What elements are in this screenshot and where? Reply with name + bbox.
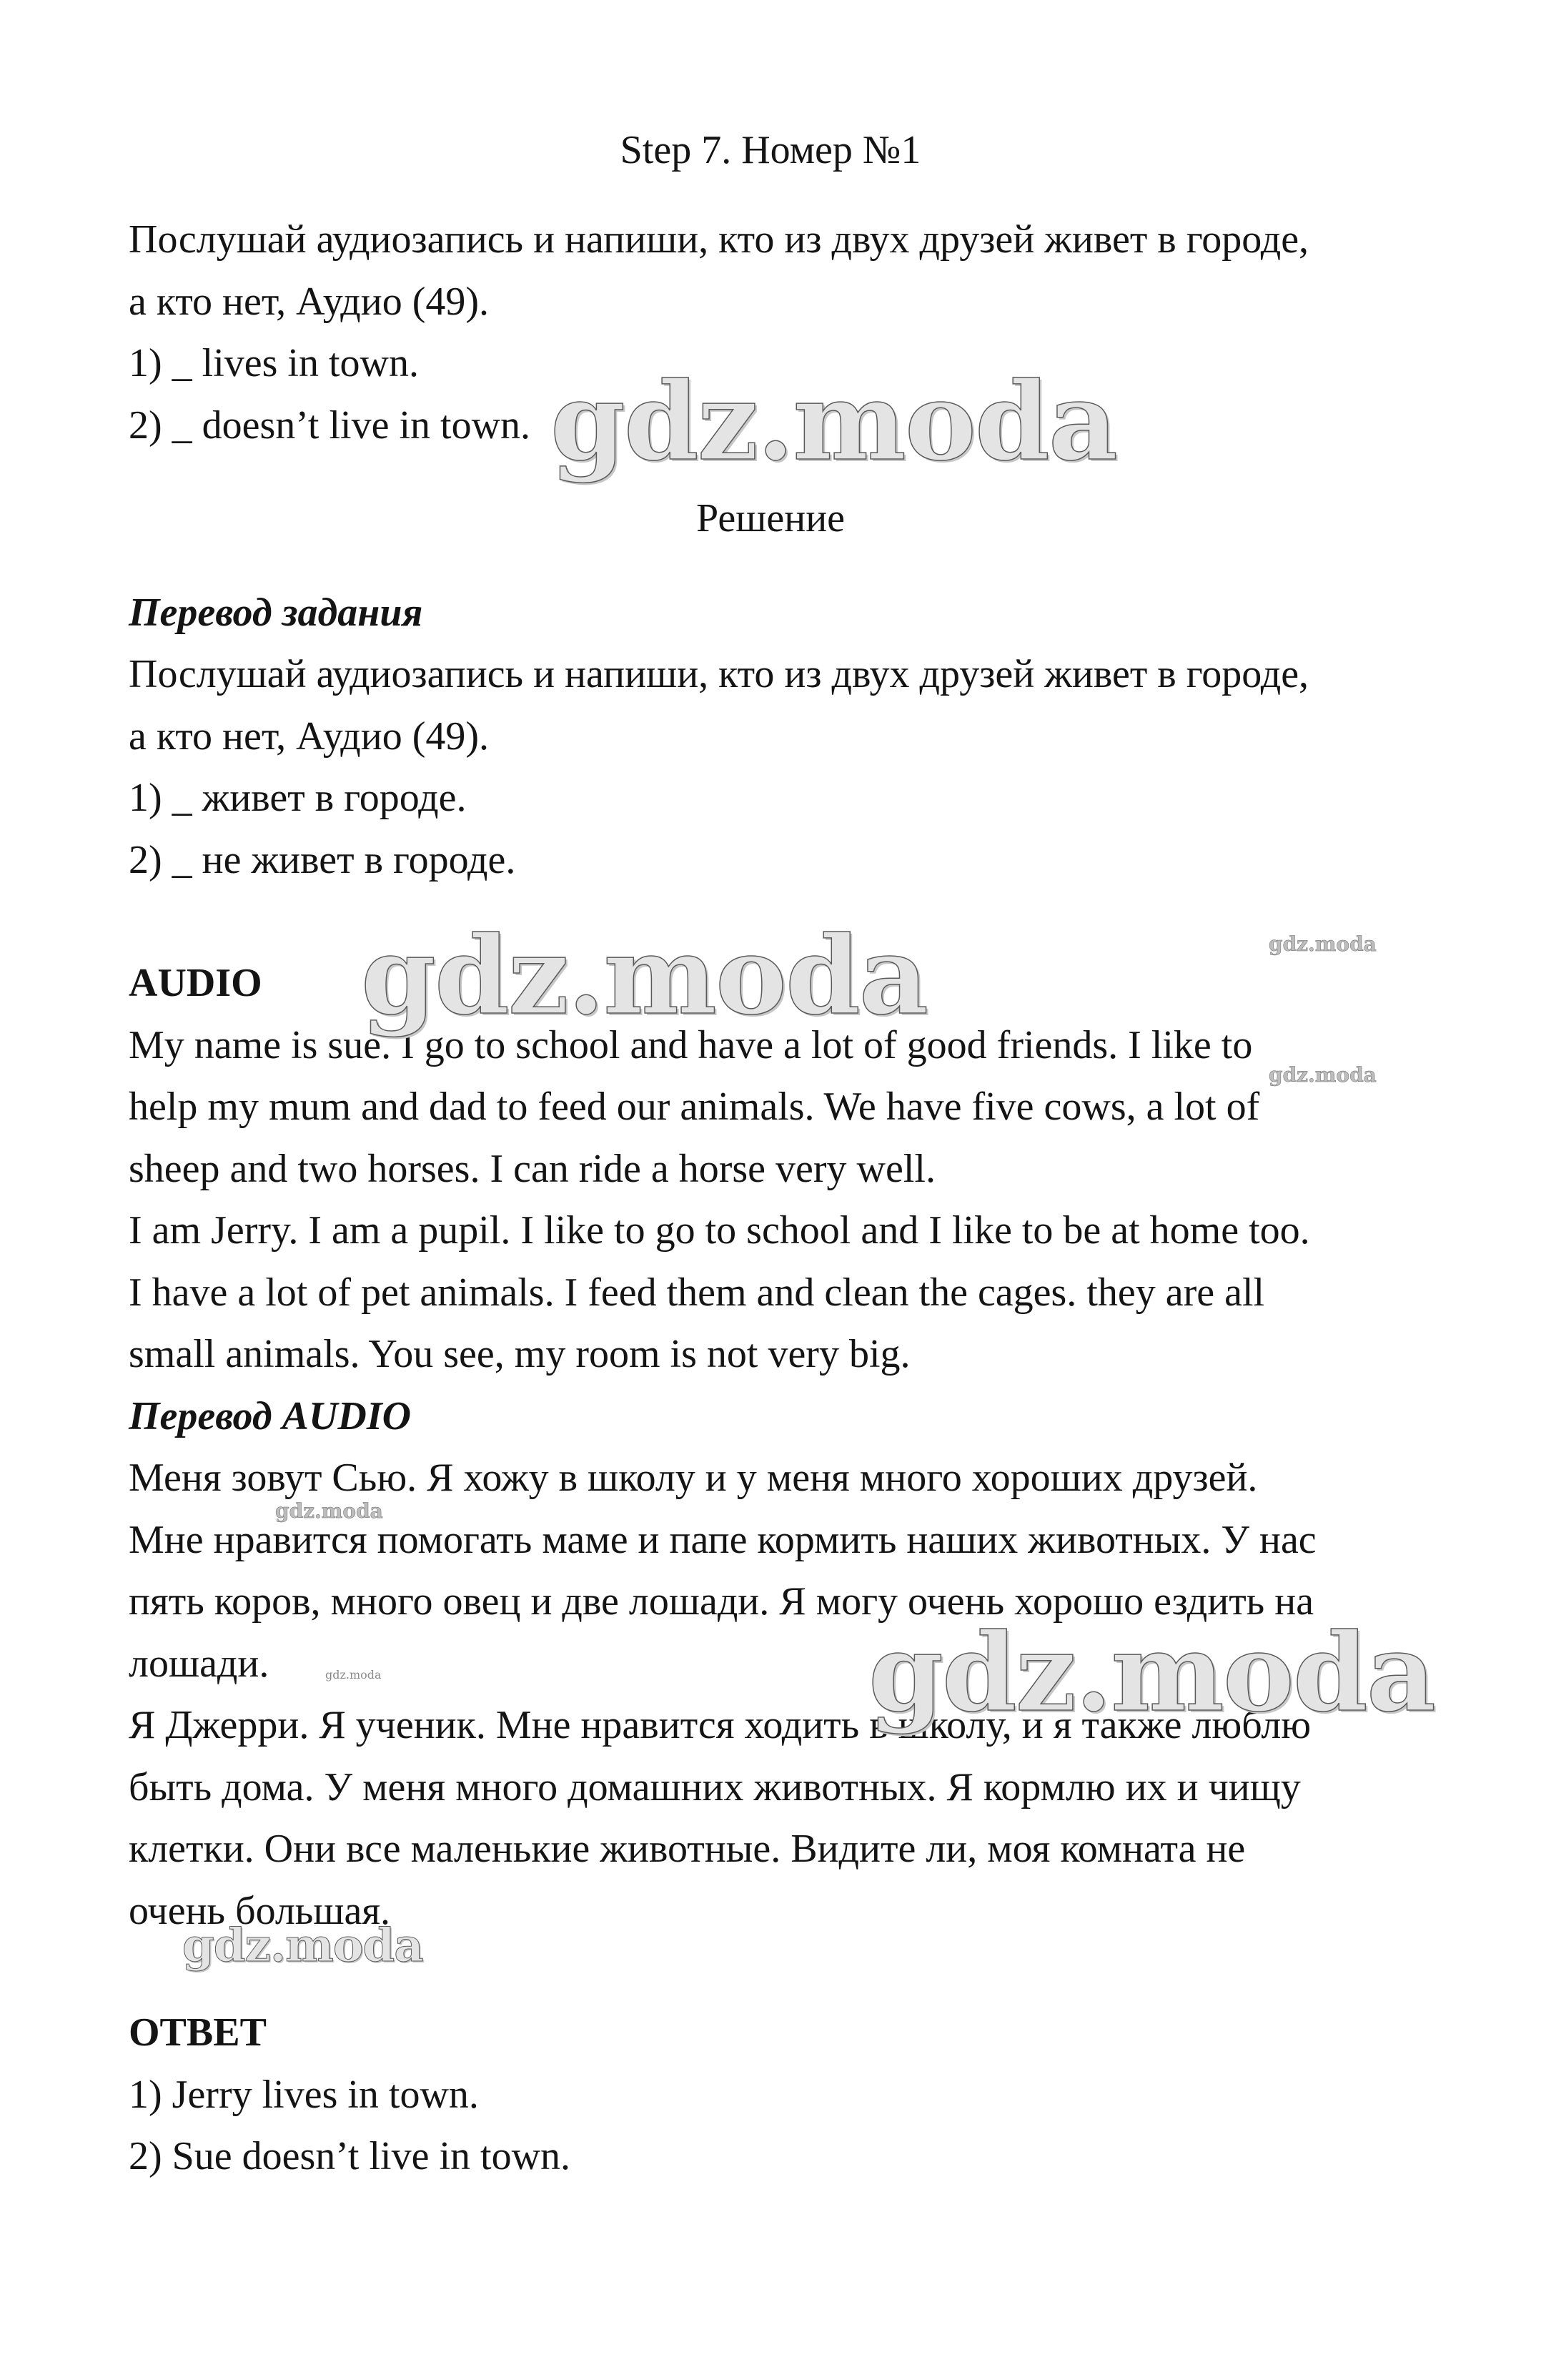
watermark-logo: gdz.moda	[182, 1919, 423, 1972]
watermark-logo: gdz.moda	[550, 359, 1117, 485]
audio-translation-line: быть дома. У меня много домашних животных. Я кормлю их и чищу	[129, 1765, 1301, 1809]
audio-line: I have a lot of pet animals. I feed them and clean the cages. they are all	[129, 1270, 1265, 1315]
answer-line: 1) Jerry lives in town.	[129, 2073, 479, 2117]
audio-line: help my mum and dad to feed our animals. We have five cows, a lot of	[129, 1085, 1260, 1129]
watermark-logo: gdz.moda	[1269, 1063, 1377, 1087]
watermark-logo: gdz.moda	[868, 1610, 1435, 1736]
watermark-logo: gdz.moda	[275, 1499, 383, 1523]
audio-translation-line: лошади.	[129, 1641, 269, 1686]
task-line: Послушай аудиозапись и напиши, кто из двух друзей живет в городе,	[129, 217, 1309, 262]
audio-heading: AUDIO	[129, 961, 262, 1005]
audio-translation-line: клетки. Они все маленькие животные. Видите ли, моя комната не	[129, 1827, 1246, 1871]
audio-translation-line: Меня зовут Сью. Я хожу в школу и у меня много хороших друзей.	[129, 1456, 1258, 1500]
task-line: а кто нет, Аудио (49).	[129, 280, 490, 324]
page-title: Step 7. Номер №1	[620, 128, 921, 172]
answer-line: 2) Sue doesn’t live in town.	[129, 2134, 571, 2178]
audio-line: small animals. You see, my room is not very big.	[129, 1332, 911, 1376]
audio-translation-line: Я Джерри. Я ученик. Мне нравится ходить в школу, и я также люблю	[129, 1703, 1312, 1747]
audio-line: sheep and two horses. I can ride a horse very well.	[129, 1147, 936, 1191]
translation-line: а кто нет, Аудио (49).	[129, 714, 490, 759]
watermark-logo: gdz.moda	[1269, 932, 1377, 956]
task-line: 1) _ lives in town.	[129, 341, 419, 385]
audio-translation-line: пять коров, много овец и две лошади. Я могу очень хорошо ездить на	[129, 1579, 1314, 1624]
audio-line: I am Jerry. I am a pupil. I like to go to school and I like to be at home too.	[129, 1208, 1310, 1253]
audio-translation-line: Мне нравится помогать маме и папе кормить наших животных. У нас	[129, 1518, 1317, 1562]
translation-line: Послушай аудиозапись и напиши, кто из двух друзей живет в городе,	[129, 652, 1309, 696]
solution-heading: Решение	[695, 496, 846, 540]
watermark-logo: gdz.moda	[361, 913, 928, 1039]
answer-heading: ОТВЕТ	[129, 2010, 267, 2055]
translation-line: 1) _ живет в городе.	[129, 776, 467, 820]
audio-translation-heading: Перевод AUDIO	[129, 1394, 412, 1438]
watermark-logo: gdz.moda	[325, 1668, 382, 1682]
translation-heading: Перевод задания	[129, 591, 423, 635]
audio-line: My name is sue. I go to school and have a lot of good friends. I like to	[129, 1023, 1253, 1067]
translation-line: 2) _ не живет в городе.	[129, 838, 516, 882]
audio-translation-line: очень большая.	[129, 1889, 391, 1933]
task-line: 2) _ doesn’t live in town.	[129, 403, 531, 448]
